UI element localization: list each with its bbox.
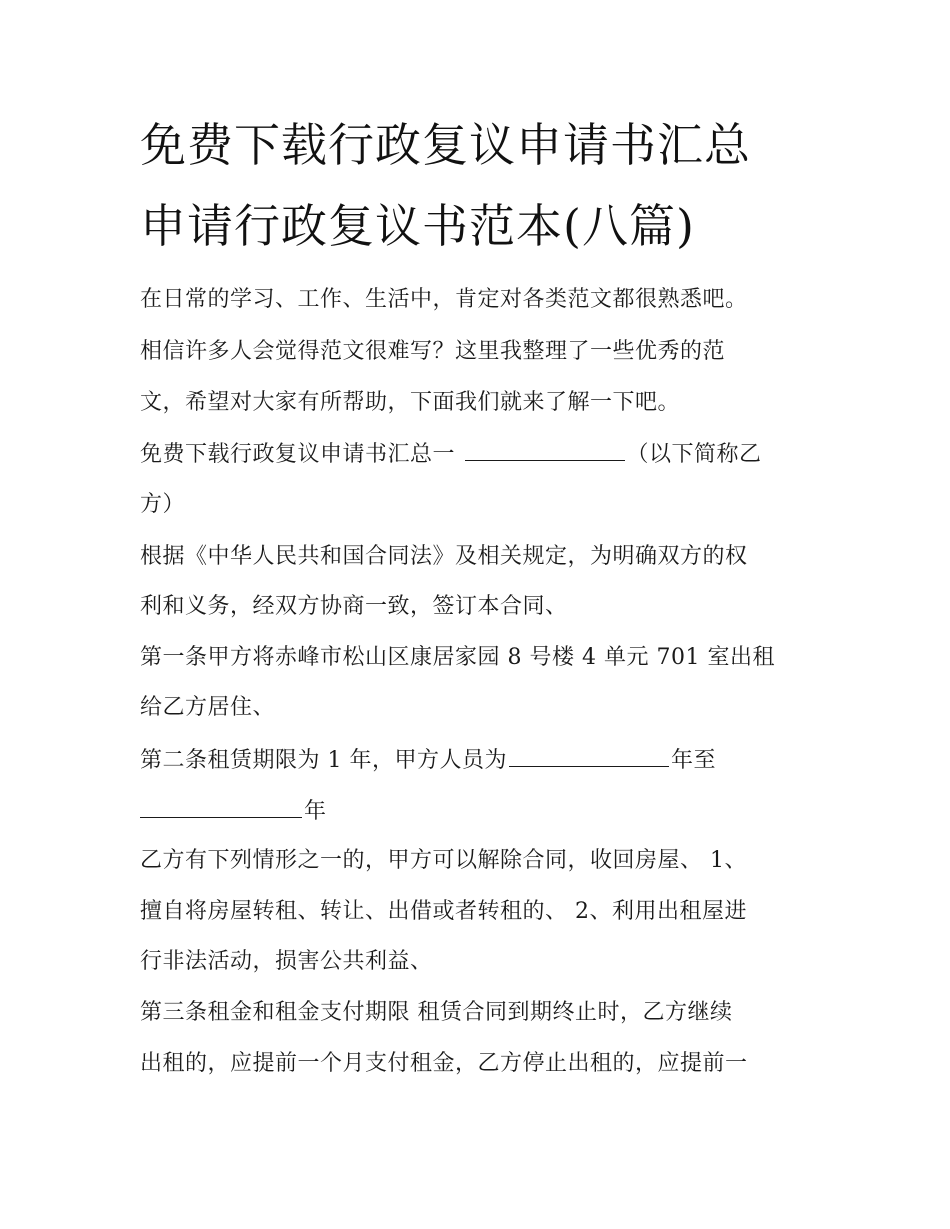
- start-year-blank[interactable]: [509, 744, 669, 767]
- intro-line-3: 文，希望对大家有所帮助，下面我们就来了解一下吧。: [140, 390, 681, 415]
- article-1-line-2: 给乙方居住、: [140, 695, 276, 720]
- intro-line-1: 在日常的学习、工作、生活中，肯定对各类范文都很熟悉吧。: [140, 287, 748, 312]
- termination-line-3: 行非法活动，损害公共利益、: [140, 949, 433, 974]
- contract-basis-line-1: 根据《中华人民共和国合同法》及相关规定，为明确双方的权: [140, 544, 748, 569]
- article-2-line-2: [140, 795, 830, 827]
- article-3-line-2: 出租的，应提前一个月支付租金，乙方停止出租的，应提前一: [140, 1051, 748, 1076]
- year-to-text: 年至: [671, 748, 717, 773]
- party-b-suffix: （以下简称乙: [626, 442, 762, 467]
- article-1-line-1: 第一条甲方将赤峰市松山区康居家园 8 号楼 4 单元 701 室出租: [140, 645, 775, 670]
- termination-line-2: 擅自将房屋转租、转让、出借或者转租的、 2、利用出租屋进: [140, 899, 747, 924]
- end-year-blank[interactable]: [140, 795, 302, 818]
- party-b-blank[interactable]: [465, 438, 625, 461]
- article-3-line-1: 第三条租金和租金支付期限 租赁合同到期终止时，乙方继续: [140, 1000, 733, 1025]
- intro-line-2: 相信许多人会觉得范文很难写？这里我整理了一些优秀的范: [140, 339, 726, 364]
- party-b-line-end: 方）: [140, 492, 186, 517]
- article-2-text: 第二条租赁期限为 1 年，甲方人员为: [140, 748, 507, 773]
- section-heading: 免费下载行政复议申请书汇总一: [140, 442, 456, 467]
- article-2-line-1: [140, 744, 830, 776]
- contract-basis-line-2: 利和义务，经双方协商一致，签订本合同、: [140, 594, 568, 619]
- year-end-text: 年: [304, 799, 327, 824]
- document-title-line-1: 免费下载行政复议申请书汇总: [140, 118, 751, 172]
- section-heading-line: [140, 438, 830, 470]
- document-title-line-2: 申请行政复议书范本(八篇): [140, 199, 695, 253]
- termination-line-1: 乙方有下列情形之一的，甲方可以解除合同，收回房屋、 1、: [140, 848, 747, 873]
